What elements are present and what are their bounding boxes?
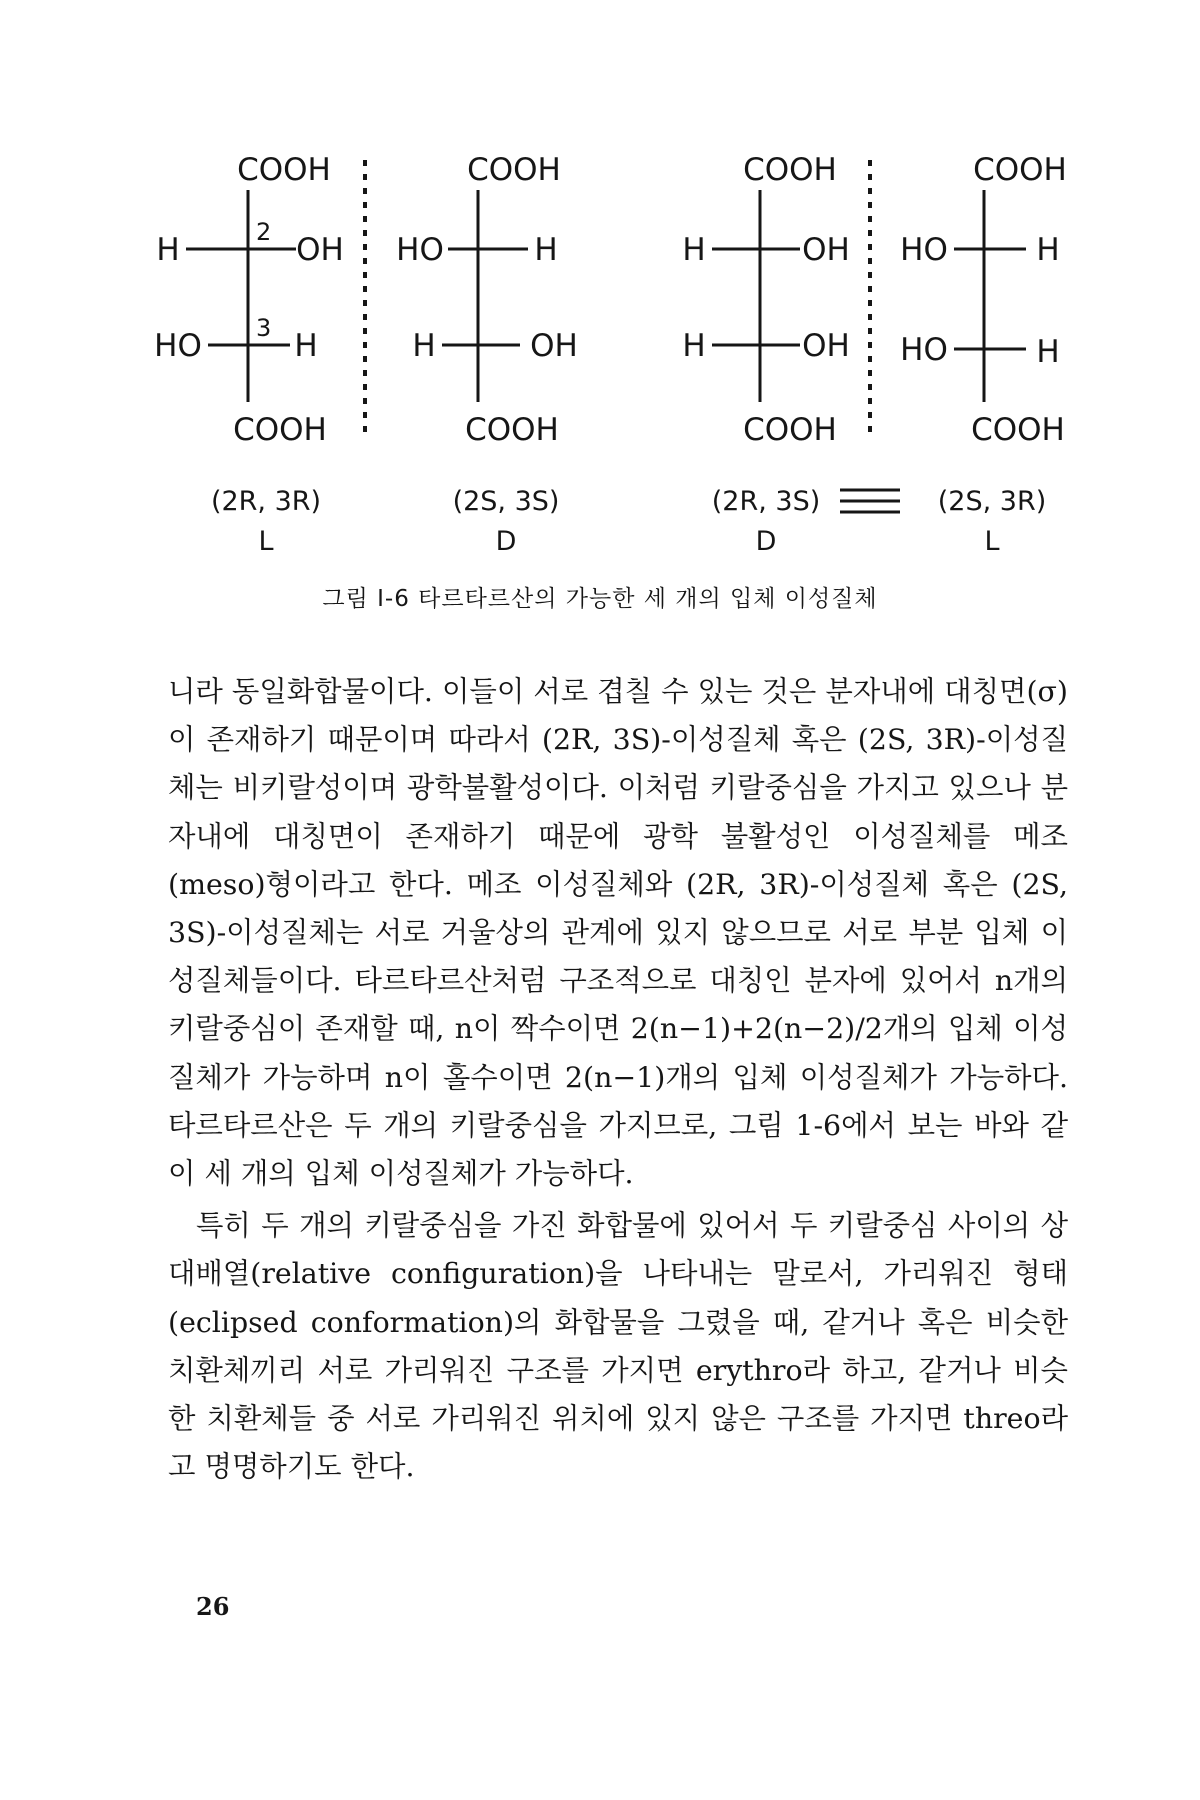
- substituent-left-2: H: [412, 328, 436, 364]
- molecule-2r3r: [154, 152, 344, 448]
- substituent-right-2: H: [294, 328, 318, 364]
- dl-label: L: [258, 526, 274, 557]
- substituent-right-2: H: [1036, 334, 1060, 370]
- substituent-left-1: HO: [900, 232, 948, 268]
- config-2r3s: [656, 482, 876, 562]
- tartaric-acid-figure: [0, 0, 1200, 640]
- cooh-top-label: COOH: [467, 152, 561, 188]
- carbon-number-2: 2: [256, 218, 272, 246]
- config-2r3r: [156, 482, 376, 562]
- molecule-2r3s: [682, 152, 850, 448]
- cooh-bottom-label: COOH: [971, 412, 1065, 448]
- substituent-right-1: H: [534, 232, 558, 268]
- cooh-top-label: COOH: [973, 152, 1067, 188]
- config-label: (2R, 3R): [210, 486, 322, 517]
- cooh-bottom-label: COOH: [465, 412, 559, 448]
- config-label: (2R, 3S): [711, 486, 821, 517]
- cooh-top-label: COOH: [237, 152, 331, 188]
- paragraph-1: 니라 동일화합물이다. 이들이 서로 겹칠 수 있는 것은 분자내에 대칭면(σ)이 존재하기 때문이며 따라서 (2R, 3S)-이성질체 혹은 (2S, 3R)-이성질체는 비키랄성이며 광학불활성이다. 이처럼 키랄중심을 가지고 있으나 분자내에 대칭면이 존재하기 때문에 광학 불활성인 이성질체를 메조(meso)형이라고 한다. 메조 이성질체와 (2R, 3R)-이성질체 혹은 (2S, 3S)-이성질체는 서로 거울상의 관계에 있지 않으므로 서로 부분 입체 이성질체들이다. 타르타르산처럼 구조적으로 대칭인 분자에 있어서 n개의 키랄중심이 존재할 때, n이 짝수이면 2(n−1)+2(n−2)/2개의 입체 이성질체가 가능하며 n이 홀수이면 2(n−1)개의 입체 이성질체가 가능하다. 타르타르산은 두 개의 키랄중심을 가지므로, 그림 1-6에서 보는 바와 같이 세 개의 입체 이성질체가 가능하다.: [168, 675, 1068, 1191]
- substituent-left-1: H: [682, 232, 706, 268]
- molecule-2s3r: [900, 152, 1067, 448]
- substituent-right-2: OH: [802, 328, 850, 364]
- carbon-number-3: 3: [256, 314, 272, 342]
- figure-caption: 그림 I-6 타르타르산의 가능한 세 개의 입체 이성질체: [322, 586, 878, 612]
- cooh-top-label: COOH: [743, 152, 837, 188]
- substituent-left-2: HO: [154, 328, 202, 364]
- config-label: (2S, 3S): [452, 486, 560, 517]
- substituent-right-1: OH: [296, 232, 344, 268]
- config-label: (2S, 3R): [937, 486, 1047, 517]
- cooh-bottom-label: COOH: [743, 412, 837, 448]
- dl-label: L: [984, 526, 1000, 557]
- substituent-left-1: HO: [396, 232, 444, 268]
- substituent-right-2: OH: [530, 328, 578, 364]
- dl-label: D: [495, 526, 517, 557]
- body-text: [168, 668, 1068, 1491]
- config-2s3r: [882, 482, 1102, 562]
- paragraph-2: 특히 두 개의 키랄중심을 가진 화합물에 있어서 두 키랄중심 사이의 상대배열(relative configuration)을 나타내는 말로서, 가리워진 형태(eclipsed conformation)의 화합물을 그렸을 때, 같거나 혹은 비슷한 치환체끼리 서로 가리워진 구조를 가지면 erythro라 하고, 같거나 비슷한 치환체들 중 서로 가리워진 위치에 있지 않은 구조를 가지면 threo라고 명명하기도 한다.: [168, 1209, 1068, 1484]
- dl-label: D: [755, 526, 777, 557]
- page-number: 26: [196, 1592, 230, 1621]
- substituent-right-1: H: [1036, 232, 1060, 268]
- config-2s3s: [396, 482, 616, 562]
- substituent-left-1: H: [156, 232, 180, 268]
- substituent-left-2: H: [682, 328, 706, 364]
- cooh-bottom-label: COOH: [233, 412, 327, 448]
- substituent-left-2: HO: [900, 332, 948, 368]
- substituent-right-1: OH: [802, 232, 850, 268]
- molecule-2s3s: [396, 152, 578, 448]
